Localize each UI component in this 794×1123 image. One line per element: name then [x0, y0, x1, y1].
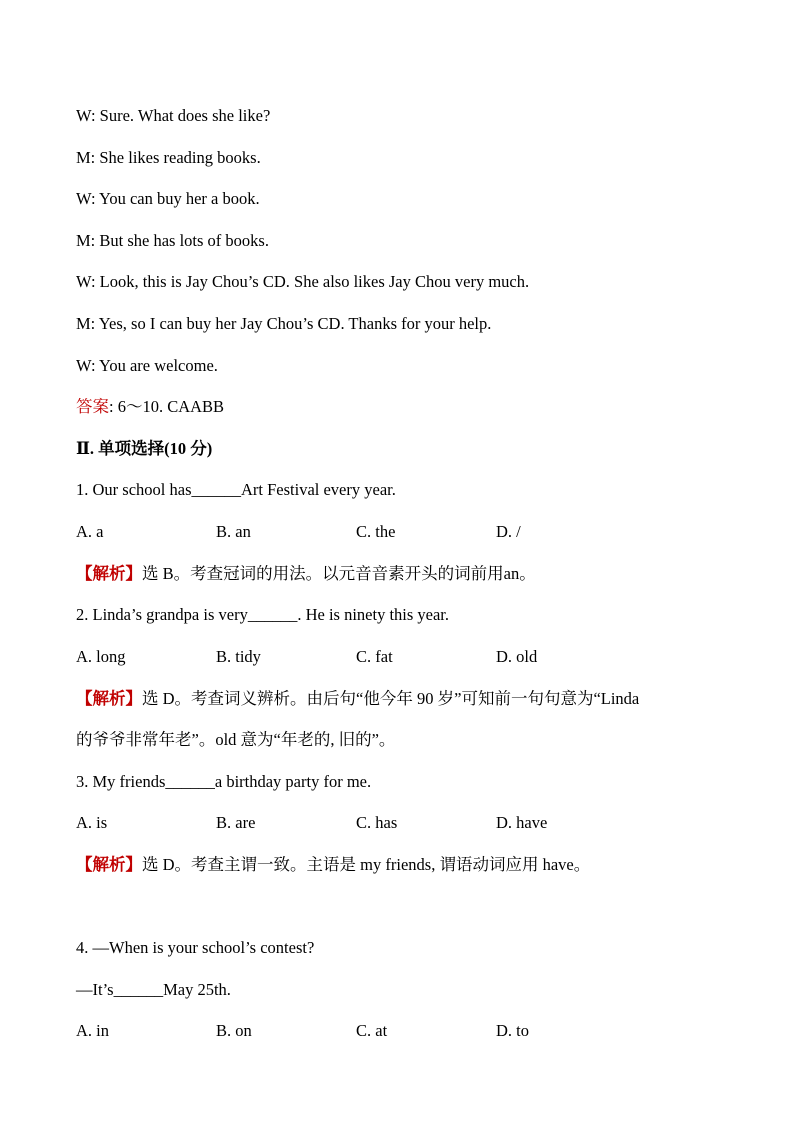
- dialogue-line-3: W: You can buy her a book.: [76, 189, 260, 208]
- option-d[interactable]: D. old: [496, 647, 538, 666]
- question-2-analysis: [76, 689, 639, 709]
- answer-text: : 6～10. CAABB: [109, 397, 225, 416]
- dialogue-line-7: W: You are welcome.: [76, 356, 218, 375]
- option-c[interactable]: C. fat: [356, 647, 393, 666]
- analysis-label: 【解析】: [76, 855, 142, 874]
- question-2-analysis-cont: 的爷爷非常年老”。old 意为“年老的, 旧的”。: [76, 730, 396, 749]
- question-4-stem: 4. —When is your school’s contest?: [76, 938, 315, 957]
- dialogue-line-4: M: But she has lots of books.: [76, 231, 269, 250]
- option-b[interactable]: B. an: [216, 522, 251, 541]
- question-4-stem-2: —It’s______May 25th.: [76, 980, 231, 999]
- analysis-text: 选 D。考查主谓一致。主语是 my friends, 谓语动词应用 have。: [142, 855, 591, 874]
- option-b[interactable]: B. are: [216, 813, 256, 832]
- analysis-label: 【解析】: [76, 689, 142, 708]
- dialogue-line-2: M: She likes reading books.: [76, 148, 261, 167]
- question-2-stem: 2. Linda’s grandpa is very______. He is ninety this year.: [76, 605, 450, 624]
- question-3-stem: 3. My friends______a birthday party for me.: [76, 772, 372, 791]
- option-b[interactable]: B. on: [216, 1021, 252, 1040]
- analysis-text: 选 D。考查词义辨析。由后句“他今年 90 岁”可知前一句句意为“Linda: [142, 689, 640, 708]
- answer-label: 答案: [76, 397, 109, 416]
- option-a[interactable]: A. long: [76, 647, 126, 666]
- question-1-analysis: [76, 564, 536, 584]
- option-d[interactable]: D. to: [496, 1021, 529, 1040]
- dialogue-line-6: M: Yes, so I can buy her Jay Chou’s CD. Thanks for your help.: [76, 314, 492, 333]
- option-d[interactable]: D. /: [496, 522, 521, 541]
- answer-line: [76, 397, 224, 417]
- option-c[interactable]: C. has: [356, 813, 398, 832]
- option-a[interactable]: A. in: [76, 1021, 109, 1040]
- section-title: Ⅱ. 单项选择(10 分): [76, 439, 213, 458]
- option-c[interactable]: C. the: [356, 522, 396, 541]
- analysis-label: 【解析】: [76, 564, 142, 583]
- option-c[interactable]: C. at: [356, 1021, 388, 1040]
- option-b[interactable]: B. tidy: [216, 647, 261, 666]
- question-3-analysis: [76, 855, 590, 875]
- option-a[interactable]: A. a: [76, 522, 104, 541]
- option-d[interactable]: D. have: [496, 813, 548, 832]
- analysis-text: 选 B。考查冠词的用法。以元音音素开头的词前用an。: [142, 564, 536, 583]
- question-1-stem: 1. Our school has______Art Festival every year.: [76, 480, 396, 499]
- option-a[interactable]: A. is: [76, 813, 108, 832]
- dialogue-line-1: W: Sure. What does she like?: [76, 106, 271, 125]
- dialogue-line-5: W: Look, this is Jay Chou’s CD. She also likes Jay Chou very much.: [76, 272, 530, 291]
